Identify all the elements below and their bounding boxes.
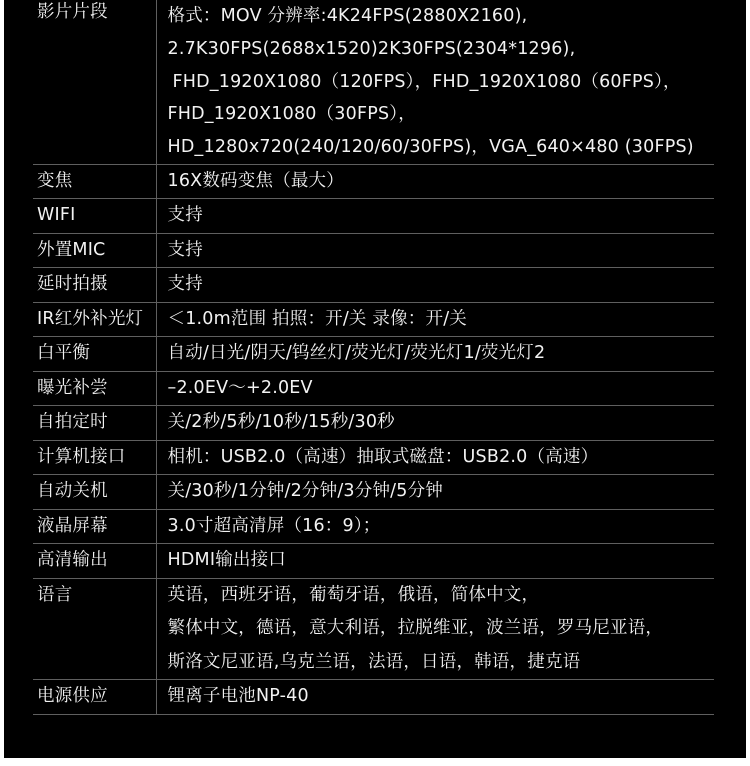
spec-value-line: 支持	[167, 274, 203, 295]
spec-row	[33, 268, 714, 303]
spec-row	[33, 440, 714, 475]
spec-value-line: FHD_1920X1080（30FPS），	[167, 104, 416, 125]
spec-value-line: 锂离子电池NP-40	[167, 686, 309, 707]
spec-value	[156, 475, 714, 510]
spec-value-line: ＜1.0m范围 拍照：开/关 录像：开/关	[167, 308, 467, 329]
spec-value	[156, 302, 714, 337]
spec-row	[33, 164, 714, 199]
spec-value-line: HDMI输出接口	[167, 550, 286, 571]
spec-label: WIFI	[33, 199, 156, 234]
spec-label: 白平衡	[33, 337, 156, 372]
spec-value-line: 16X数码变焦（最大）	[167, 170, 344, 191]
spec-label: 变焦	[33, 164, 156, 199]
spec-label: 外置MIC	[33, 233, 156, 268]
spec-value	[156, 440, 714, 475]
spec-label: 液晶屏幕	[33, 509, 156, 544]
spec-value-line: 关/30秒/1分钟/2分钟/3分钟/5分钟	[167, 481, 443, 502]
spec-row	[33, 302, 714, 337]
spec-label: 电源供应	[33, 680, 156, 715]
spec-label: 计算机接口	[33, 440, 156, 475]
spec-value-line: 格式：MOV 分辨率:4K24FPS(2880X2160),	[167, 6, 528, 26]
spec-label: 自动关机	[33, 475, 156, 510]
spec-value	[156, 509, 714, 544]
spec-row	[33, 337, 714, 372]
spec-value	[156, 578, 714, 680]
spec-panel	[4, 0, 746, 758]
spec-row	[33, 475, 714, 510]
spec-value-line: 繁体中文，德语，意大利语，拉脱维亚，波兰语，罗马尼亚语，	[167, 618, 664, 639]
spec-value-line: 英语，西班牙语，葡萄牙语，俄语，简体中文，	[167, 584, 540, 605]
spec-value-line: 关/2秒/5秒/10秒/15秒/30秒	[167, 412, 395, 433]
spec-value-line: 3.0寸超高清屏（16：9）；	[167, 515, 381, 536]
spec-label: 曝光补尝	[33, 371, 156, 406]
spec-label: IR红外补光灯	[33, 302, 156, 337]
spec-table	[33, 0, 714, 715]
spec-row	[33, 406, 714, 441]
spec-row	[33, 233, 714, 268]
spec-row	[33, 199, 714, 234]
spec-row	[33, 578, 714, 680]
spec-label: 延时拍摄	[33, 268, 156, 303]
spec-value	[156, 233, 714, 268]
spec-row	[33, 544, 714, 579]
spec-row	[33, 371, 714, 406]
spec-value	[156, 268, 714, 303]
spec-value-line: 斯洛文尼亚语,乌克兰语，法语，日语，韩语，捷克语	[167, 651, 581, 672]
spec-value-line: 支持	[167, 205, 203, 226]
spec-value-line: 支持	[167, 239, 203, 260]
spec-label: 语言	[33, 578, 156, 680]
spec-row	[33, 680, 714, 715]
spec-row	[33, 509, 714, 544]
spec-row	[33, 0, 714, 164]
spec-value-line: 2.7K30FPS(2688x1520)2K30FPS(2304*1296),	[167, 38, 576, 59]
spec-value	[156, 680, 714, 715]
spec-value	[156, 406, 714, 441]
spec-label: 高清输出	[33, 544, 156, 579]
spec-value	[156, 544, 714, 579]
spec-label: 影片片段	[33, 0, 156, 164]
spec-value-line: 相机：USB2.0（高速）抽取式磁盘：USB2.0（高速）	[167, 446, 599, 467]
spec-value	[156, 337, 714, 372]
spec-value-line: FHD_1920X1080（120FPS），FHD_1920X1080（60FPS），	[172, 71, 681, 92]
spec-value-line: HD_1280x720(240/120/60/30FPS)，VGA_640×480 (30FPS)	[167, 137, 694, 158]
spec-value-line: –2.0EV～+2.0EV	[167, 377, 313, 398]
spec-value	[156, 0, 714, 164]
spec-value	[156, 371, 714, 406]
spec-value	[156, 199, 714, 234]
spec-table-body	[33, 0, 714, 714]
spec-value-line: 自动/日光/阴天/钨丝灯/荧光灯/荧光灯1/荧光灯2	[167, 343, 546, 364]
spec-value	[156, 164, 714, 199]
spec-label: 自拍定时	[33, 406, 156, 441]
